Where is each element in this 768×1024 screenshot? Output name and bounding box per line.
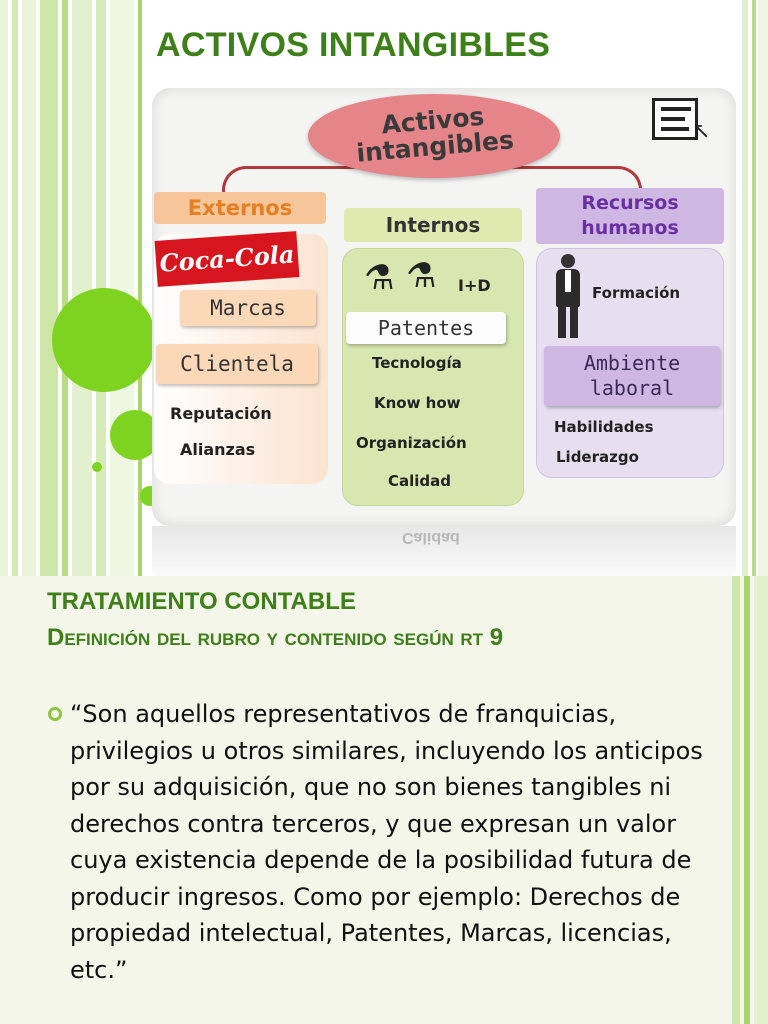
reflection-text: Calidad <box>402 529 460 546</box>
definition-text: “Son aquellos representativos de franquicias, privilegios u otros similares, incluyendo los anticipos por su adquisición, que no son bienes tangibles ni derechos contra terceros, y que expresan un valor cuya existencia depende de la posibilidad futura de producir ingresos. Como por ejemplo: Derechos de propiedad intelectual, Patentes, Marcas, licencias, etc.” <box>70 700 703 984</box>
slide-2 <box>0 576 768 1024</box>
item-alianzas: Alianzas <box>180 440 256 459</box>
flask-icon: ⚗ <box>406 257 437 295</box>
decor-circle-tiny <box>92 462 102 472</box>
label-clientela: Clientela <box>156 344 318 384</box>
slide-title: ACTIVOS INTANGIBLES <box>156 26 551 64</box>
category-recursos-humanos: Recursos humanos <box>536 188 724 244</box>
main-label: Activos intangibles <box>355 101 515 168</box>
cursor-icon: ↖ <box>692 118 711 143</box>
label-patentes: Patentes <box>346 312 506 344</box>
right-stripes <box>738 0 768 576</box>
label-ambiente-laboral: Ambiente laboral <box>544 346 720 406</box>
item-know-how: Know how <box>374 394 461 412</box>
item-habilidades: Habilidades <box>554 418 654 436</box>
item-reputacion: Reputación <box>170 404 272 423</box>
decor-circle-large <box>52 288 156 392</box>
section-title: TRATAMIENTO CONTABLE <box>47 588 356 615</box>
intangibles-diagram <box>152 88 736 576</box>
item-liderazgo: Liderazgo <box>556 448 639 466</box>
item-tecnologia: Tecnología <box>372 354 462 372</box>
bullet-ring-icon <box>48 707 62 721</box>
label-marcas: Marcas <box>180 290 316 326</box>
right-stripes <box>732 576 768 1024</box>
section-subtitle: Definición del rubro y contenido según rt 9 <box>47 624 504 651</box>
flask-icon: ⚗ <box>364 259 395 297</box>
item-organizacion: Organización <box>356 434 467 452</box>
left-stripes <box>0 0 150 576</box>
label-i-d: I+D <box>458 276 491 295</box>
label-formacion: Formación <box>592 284 681 302</box>
category-internos: Internos <box>344 208 522 242</box>
person-icon <box>548 254 588 340</box>
item-calidad: Calidad <box>388 472 452 490</box>
category-externos: Externos <box>154 192 326 224</box>
coca-cola-logo: Coca-Cola <box>155 231 300 287</box>
